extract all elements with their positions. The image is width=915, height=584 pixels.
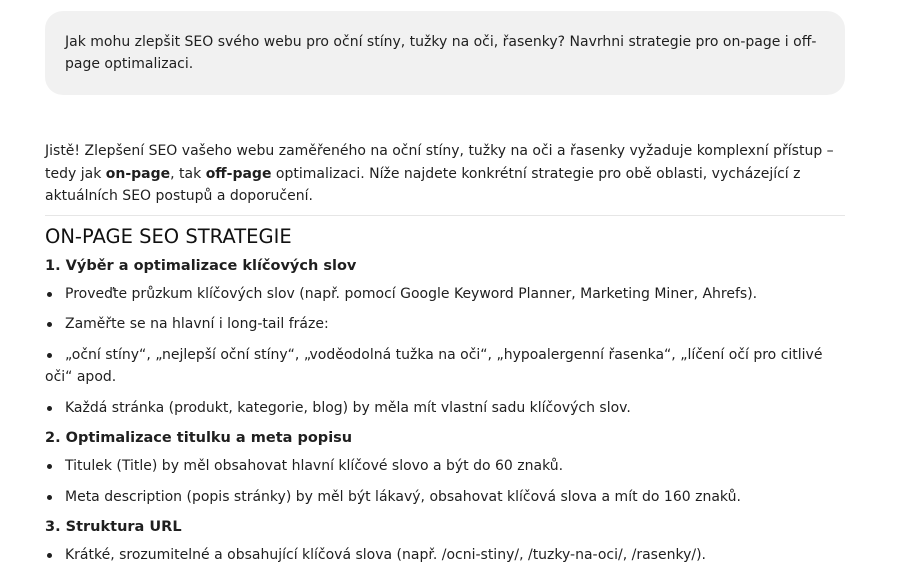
bullet-icon bbox=[47, 495, 52, 500]
list-item-text: Titulek (Title) by měl obsahovat hlavní klíčové slovo a být do 60 znaků. bbox=[65, 458, 564, 474]
list-item bbox=[45, 283, 845, 306]
bullet-list bbox=[45, 544, 845, 567]
list-item-text: Meta description (popis stránky) by měl být lákavý, obsahovat klíčová slova a mít do 160 znaků. bbox=[65, 488, 741, 505]
user-message-bubble bbox=[45, 11, 845, 95]
user-message-text: Jak mohu zlepšit SEO svého webu pro oční stíny, tužky na oči, řasenky? Navrhni strategie pro on-page i off-page optimalizaci. bbox=[65, 34, 817, 72]
list-item bbox=[45, 397, 845, 420]
section-3 bbox=[45, 516, 845, 567]
answer-intro bbox=[45, 140, 845, 208]
assistant-answer bbox=[45, 140, 845, 567]
list-item-text: Každá stránka (produkt, kategorie, blog) by měla mít vlastní sadu klíčových slov. bbox=[65, 399, 631, 416]
list-item bbox=[45, 486, 845, 509]
bullet-list bbox=[45, 455, 845, 508]
list-item-text: Proveďte průzkum klíčových slov (např. pomocí Google Keyword Planner, Marketing Miner, Ahrefs). bbox=[65, 285, 758, 302]
section-2 bbox=[45, 427, 845, 508]
divider bbox=[45, 215, 845, 216]
section-1 bbox=[45, 255, 845, 420]
list-item-text: „oční stíny“, „nejlepší oční stíny“, „voděodolná tužka na oči“, „hypoalergenní řasenka“, „líčení očí pro citlivé oči“ apod. bbox=[45, 346, 823, 385]
bullet-icon bbox=[47, 322, 52, 327]
list-item bbox=[45, 544, 845, 567]
list-item bbox=[45, 313, 845, 336]
intro-text: optimalizaci. Níže najdete konkrétní strategie pro obě oblasti, vycházející z aktuálních SEO postupů a doporučení. bbox=[45, 165, 801, 204]
list-item bbox=[45, 455, 845, 478]
intro-bold-offpage: off-page bbox=[205, 165, 272, 182]
bullet-icon bbox=[47, 553, 52, 558]
intro-text: , tak bbox=[170, 165, 206, 182]
section-title: 3. Struktura URL bbox=[45, 519, 182, 535]
list-item bbox=[45, 344, 845, 389]
section-heading: ON-PAGE SEO STRATEGIE bbox=[45, 224, 292, 248]
bullet-icon bbox=[47, 406, 52, 411]
section-title: 2. Optimalizace titulku a meta popisu bbox=[45, 430, 353, 446]
bullet-list bbox=[45, 283, 845, 420]
intro-text: Jistě! Zlepšení SEO vašeho webu zaměřeného na oční stíny, tužky na oči a řasenky vyžaduje komplexní přístup – tedy jak bbox=[45, 143, 834, 182]
bullet-icon bbox=[47, 464, 52, 469]
section-title: 1. Výběr a optimalizace klíčových slov bbox=[45, 257, 357, 274]
bullet-icon bbox=[47, 292, 52, 297]
list-item-text: Zaměřte se na hlavní i long-tail fráze: bbox=[65, 316, 329, 332]
intro-bold-onpage: on-page bbox=[105, 165, 171, 182]
bullet-icon bbox=[47, 353, 52, 358]
list-item-text: Krátké, srozumitelné a obsahující klíčová slova (např. /ocni-stiny/, /tuzky-na-oci/, /rasenky/). bbox=[65, 547, 706, 563]
